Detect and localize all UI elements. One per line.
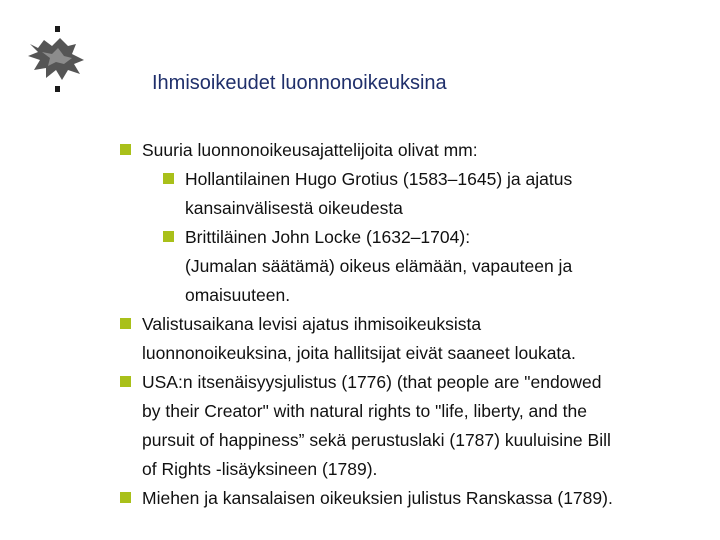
bullet-item bbox=[120, 136, 715, 165]
square-bullet-icon bbox=[163, 231, 174, 242]
sub-bullet-item bbox=[120, 223, 715, 310]
square-bullet-icon bbox=[120, 492, 131, 503]
bullet-line: Valistusaikana levisi ajatus ihmisoikeuksista bbox=[142, 314, 482, 334]
bullet-line: by their Creator" with natural rights to "life, liberty, and the bbox=[142, 401, 587, 421]
square-bullet-icon bbox=[120, 144, 131, 155]
bullet-line: pursuit of happiness” sekä perustuslaki (1787) kuuluisine Bill bbox=[142, 430, 611, 450]
bullet-line: kansainvälisestä oikeudesta bbox=[185, 198, 403, 218]
bullet-line: Miehen ja kansalaisen oikeuksien julistus Ranskassa (1789). bbox=[142, 488, 613, 508]
bullet-line: Hollantilainen Hugo Grotius (1583–1645) ja ajatus bbox=[185, 169, 573, 189]
bullet-line: Brittiläinen John Locke (1632–1704): bbox=[185, 227, 471, 247]
bullet-item bbox=[120, 368, 715, 484]
bullet-list bbox=[120, 136, 715, 513]
slide-title: Ihmisoikeudet luonnonoikeuksina bbox=[152, 72, 447, 94]
university-of-helsinki-logo-icon bbox=[22, 24, 90, 96]
bullet-item bbox=[120, 484, 715, 513]
bullet-line: Suuria luonnonoikeusajattelijoita olivat mm: bbox=[142, 140, 478, 160]
bullet-line: (Jumalan säätämä) oikeus elämään, vapauteen ja bbox=[185, 256, 573, 276]
square-bullet-icon bbox=[120, 376, 131, 387]
bullet-item bbox=[120, 310, 715, 368]
sub-bullet-item bbox=[120, 165, 715, 223]
square-bullet-icon bbox=[120, 318, 131, 329]
bullet-line: luonnonoikeuksina, joita hallitsijat eivät saaneet loukata. bbox=[142, 343, 576, 363]
bullet-line: USA:n itsenäisyysjulistus (1776) (that people are "endowed bbox=[142, 372, 602, 392]
square-bullet-icon bbox=[163, 173, 174, 184]
bullet-line: omaisuuteen. bbox=[185, 285, 291, 305]
bullet-line: of Rights -lisäyksineen (1789). bbox=[142, 459, 378, 479]
